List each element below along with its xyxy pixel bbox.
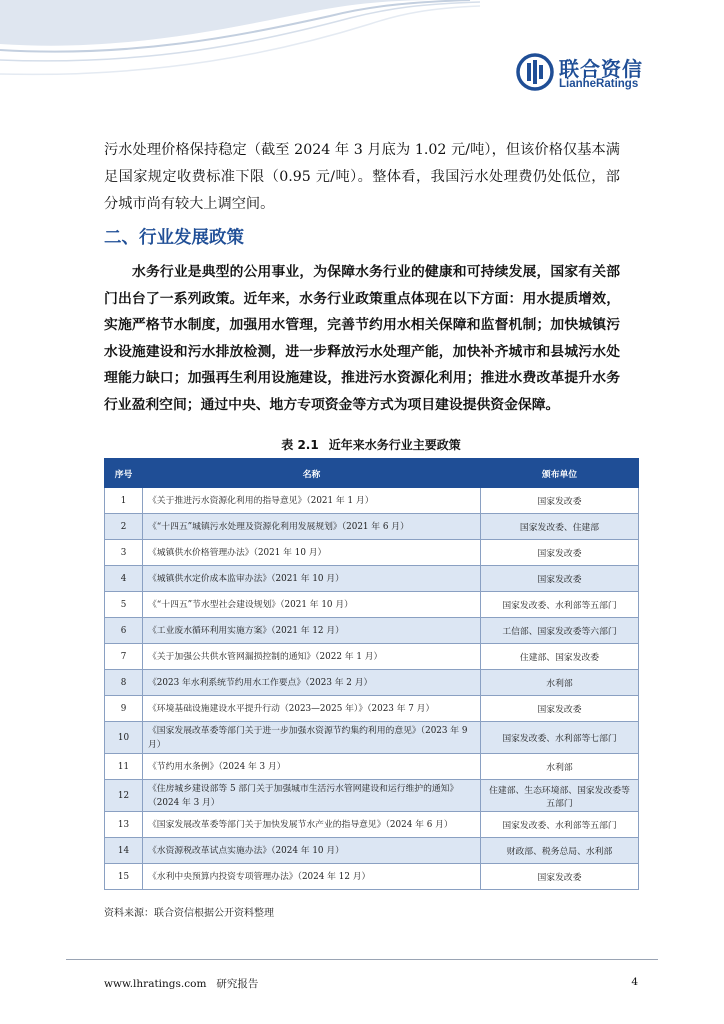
header-wave-decoration (0, 0, 480, 110)
lianhe-logo-icon (516, 53, 554, 91)
table-row (105, 540, 639, 566)
table-caption (104, 436, 638, 453)
policy-name: 《城镇供水价格管理办法》（2021 年 10 月） (143, 540, 481, 566)
policy-name: 《关于推进污水资源化利用的指导意见》（2021 年 1 月） (143, 488, 481, 514)
row-number: 14 (105, 838, 143, 864)
policy-name: 《环境基础设施建设水平提升行动（2023—2025 年）》（2023 年 7 月） (143, 696, 481, 722)
logo-chinese-name: 联合资信 (559, 57, 643, 81)
source-note: 资料来源：联合资信根据公开资料整理 (104, 908, 274, 919)
table-row (105, 618, 639, 644)
row-number: 3 (105, 540, 143, 566)
header-issuer: 颁布单位 (481, 459, 639, 488)
page-number: 4 (631, 976, 638, 988)
issuing-unit: 住建部、生态环境部、国家发改委等五部门 (481, 780, 639, 812)
issuing-unit: 国家发改委 (481, 864, 639, 890)
row-number: 4 (105, 566, 143, 592)
issuing-unit: 国家发改委、水利部等五部门 (481, 592, 639, 618)
table-row (105, 722, 639, 754)
table-row (105, 514, 639, 540)
issuing-unit: 水利部 (481, 670, 639, 696)
policy-name: 《“十四五”城镇污水处理及资源化利用发展规划》（2021 年 6 月） (143, 514, 481, 540)
issuing-unit: 水利部 (481, 754, 639, 780)
row-number: 10 (105, 722, 143, 754)
policy-name: 《国家发展改革委等部门关于加快发展节水产业的指导意见》（2024 年 6 月） (143, 812, 481, 838)
table-row (105, 780, 639, 812)
table-row (105, 670, 639, 696)
policy-name: 《水资源税改革试点实施办法》（2024 年 10 月） (143, 838, 481, 864)
issuing-unit: 住建部、国家发改委 (481, 644, 639, 670)
policy-name: 《“十四五”节水型社会建设规划》（2021 年 10 月） (143, 592, 481, 618)
issuing-unit: 国家发改委 (481, 488, 639, 514)
policy-name: 《国家发展改革委等部门关于进一步加强水资源节约集约利用的意见》（2023 年 9 月） (143, 722, 481, 754)
table-row (105, 696, 639, 722)
lianhe-logo (516, 50, 656, 96)
policy-name: 《2023 年水利系统节约用水工作要点》（2023 年 2 月） (143, 670, 481, 696)
table-header-row (105, 459, 639, 488)
table-row (105, 644, 639, 670)
footer-divider (66, 959, 658, 960)
table-row (105, 812, 639, 838)
policy-name: 《水利中央预算内投资专项管理办法》（2024 年 12 月） (143, 864, 481, 890)
header-name: 名称 (143, 459, 481, 488)
table-caption-number: 表 2.1 (281, 438, 319, 452)
issuing-unit: 工信部、国家发改委等六部门 (481, 618, 639, 644)
row-number: 6 (105, 618, 143, 644)
table-row (105, 488, 639, 514)
table-row (105, 592, 639, 618)
row-number: 9 (105, 696, 143, 722)
intro-paragraph: 污水处理价格保持稳定（截至 2024 年 3 月底为 1.02 元/吨），但该价格仅基本满足国家规定收费标准下限（0.95 元/吨）。整体看，我国污水处理费仍处低位，部分城市尚有较大上调空间。 (104, 142, 620, 212)
row-number: 12 (105, 780, 143, 812)
issuing-unit: 国家发改委、水利部等七部门 (481, 722, 639, 754)
issuing-unit: 国家发改委 (481, 566, 639, 592)
table-row (105, 566, 639, 592)
row-number: 13 (105, 812, 143, 838)
row-number: 1 (105, 488, 143, 514)
footer-website-link[interactable]: www.lhratings.com (104, 978, 207, 990)
header-number: 序号 (105, 459, 143, 488)
issuing-unit: 国家发改委、水利部等五部门 (481, 812, 639, 838)
row-number: 8 (105, 670, 143, 696)
policy-name: 《住房城乡建设部等 5 部门关于加强城市生活污水管网建设和运行维护的通知》（2024 年 3 月） (143, 780, 481, 812)
table-caption-title: 近年来水务行业主要政策 (328, 438, 461, 452)
policy-paragraph: 水务行业是典型的公用事业，为保障水务行业的健康和可持续发展，国家有关部门出台了一系列政策。近年来，水务行业政策重点体现在以下方面：用水提质增效，实施严格节水制度，加强用水管理，完善节约用水相关保障和监督机制；加快城镇污水设施建设和污水排放检测，进一步释放污水处理产能，加快补齐城市和县城污水处理能力缺口；加强再生利用设施建设，推进污水资源化利用；推进水费改革提升水务行业盈利空间；通过中央、地方专项资金等方式为项目建设提供资金保障。 (104, 264, 620, 413)
policy-table (104, 458, 639, 890)
row-number: 2 (105, 514, 143, 540)
policy-name: 《城镇供水定价成本监审办法》（2021 年 10 月） (143, 566, 481, 592)
table-row (105, 754, 639, 780)
row-number: 11 (105, 754, 143, 780)
table-row (105, 864, 639, 890)
row-number: 5 (105, 592, 143, 618)
issuing-unit: 国家发改委 (481, 696, 639, 722)
row-number: 7 (105, 644, 143, 670)
section-title: 二、行业发展政策 (104, 228, 244, 248)
row-number: 15 (105, 864, 143, 890)
policy-name: 《关于加强公共供水管网漏损控制的通知》（2022 年 1 月） (143, 644, 481, 670)
issuing-unit: 国家发改委、住建部 (481, 514, 639, 540)
table-row (105, 838, 639, 864)
footer-left (104, 976, 268, 991)
policy-name: 《节约用水条例》（2024 年 3 月） (143, 754, 481, 780)
footer-doc-type: 研究报告 (216, 978, 259, 990)
issuing-unit: 国家发改委 (481, 540, 639, 566)
policy-name: 《工业废水循环利用实施方案》（2021 年 12 月） (143, 618, 481, 644)
issuing-unit: 财政部、税务总局、水利部 (481, 838, 639, 864)
logo-english-name: LianheRatings (559, 78, 639, 90)
